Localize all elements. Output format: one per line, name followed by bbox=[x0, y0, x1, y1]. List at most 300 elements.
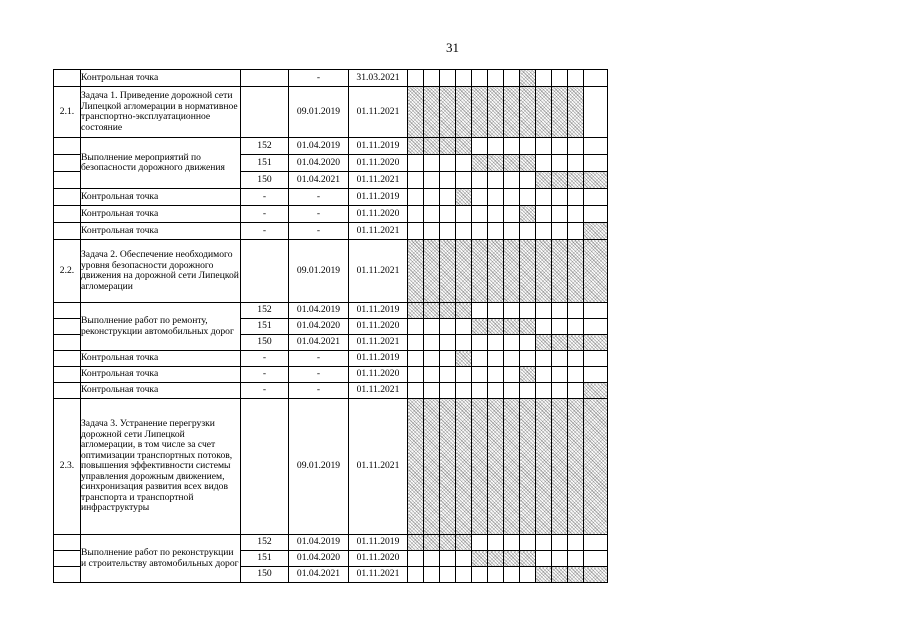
gantt-cell bbox=[472, 189, 488, 206]
gantt-cell-filled bbox=[536, 172, 552, 189]
activity-name-cell: Контрольная точка bbox=[81, 351, 241, 367]
gantt-cell bbox=[584, 138, 608, 155]
start-date-cell: 09.01.2019 bbox=[289, 240, 349, 303]
start-date-cell: 01.04.2021 bbox=[289, 335, 349, 351]
gantt-cell bbox=[408, 189, 424, 206]
start-date-cell: 01.04.2020 bbox=[289, 551, 349, 567]
row-number-cell bbox=[54, 189, 81, 206]
gantt-cell bbox=[456, 223, 472, 240]
gantt-cell bbox=[520, 138, 536, 155]
row-number-cell bbox=[54, 319, 81, 335]
row-number-cell: 2.2. bbox=[54, 240, 81, 303]
start-date-cell: 01.04.2021 bbox=[289, 172, 349, 189]
gantt-cell bbox=[552, 70, 568, 87]
gantt-cell bbox=[424, 551, 440, 567]
row-number-cell bbox=[54, 535, 81, 551]
code-cell: - bbox=[241, 189, 289, 206]
gantt-cell bbox=[456, 319, 472, 335]
gantt-cell-filled bbox=[488, 551, 504, 567]
gantt-cell bbox=[456, 172, 472, 189]
gantt-cell bbox=[552, 206, 568, 223]
code-cell: 151 bbox=[241, 155, 289, 172]
gantt-cell bbox=[584, 70, 608, 87]
gantt-cell-filled bbox=[520, 70, 536, 87]
gantt-cell bbox=[440, 383, 456, 399]
gantt-cell-filled bbox=[408, 240, 424, 303]
gantt-cell bbox=[456, 206, 472, 223]
gantt-cell bbox=[456, 70, 472, 87]
gantt-cell bbox=[552, 367, 568, 383]
gantt-cell bbox=[504, 335, 520, 351]
row-number-cell bbox=[54, 383, 81, 399]
gantt-cell bbox=[536, 206, 552, 223]
gantt-cell-filled bbox=[424, 399, 440, 535]
gantt-cell bbox=[536, 70, 552, 87]
code-cell: 151 bbox=[241, 319, 289, 335]
activity-name-cell: Задача 3. Устранение перегрузки дорожной сети Липецкой агломерации, в том числе за счет оптимизации транспортных потоков, повышения эффективности системы управления дорожным движением, синхронизация развития всех видов транспорта и транспортной инфраструктуры bbox=[81, 399, 241, 535]
gantt-cell-filled bbox=[472, 399, 488, 535]
gantt-cell bbox=[440, 351, 456, 367]
code-cell: 151 bbox=[241, 551, 289, 567]
table-row bbox=[54, 240, 608, 303]
gantt-cell bbox=[520, 335, 536, 351]
gantt-cell bbox=[488, 223, 504, 240]
gantt-cell bbox=[472, 172, 488, 189]
gantt-cell bbox=[536, 551, 552, 567]
page-number: 31 bbox=[446, 40, 459, 55]
gantt-cell bbox=[584, 351, 608, 367]
gantt-cell-filled bbox=[424, 138, 440, 155]
table-row bbox=[54, 138, 608, 155]
code-cell bbox=[241, 87, 289, 138]
end-date-cell: 01.11.2021 bbox=[349, 567, 408, 583]
gantt-cell bbox=[584, 189, 608, 206]
gantt-cell bbox=[536, 189, 552, 206]
gantt-cell bbox=[552, 189, 568, 206]
activity-name-cell: Контрольная точка bbox=[81, 206, 241, 223]
gantt-cell bbox=[504, 535, 520, 551]
gantt-cell bbox=[584, 367, 608, 383]
code-cell: - bbox=[241, 206, 289, 223]
gantt-cell bbox=[408, 172, 424, 189]
gantt-cell bbox=[408, 155, 424, 172]
end-date-cell: 01.11.2020 bbox=[349, 206, 408, 223]
end-date-cell: 01.11.2019 bbox=[349, 189, 408, 206]
gantt-cell-filled bbox=[520, 155, 536, 172]
table-row bbox=[54, 223, 608, 240]
gantt-cell-filled bbox=[504, 319, 520, 335]
gantt-cell-filled bbox=[408, 87, 424, 138]
gantt-cell bbox=[488, 172, 504, 189]
gantt-cell-filled bbox=[568, 87, 584, 138]
end-date-cell: 01.11.2021 bbox=[349, 335, 408, 351]
gantt-cell bbox=[456, 367, 472, 383]
gantt-cell-filled bbox=[520, 319, 536, 335]
activity-name-cell: Контрольная точка bbox=[81, 367, 241, 383]
row-number-cell bbox=[54, 567, 81, 583]
row-number-cell bbox=[54, 155, 81, 172]
start-date-cell: 01.04.2020 bbox=[289, 319, 349, 335]
gantt-cell-filled bbox=[568, 240, 584, 303]
gantt-cell bbox=[440, 155, 456, 172]
gantt-cell bbox=[424, 70, 440, 87]
gantt-cell bbox=[552, 319, 568, 335]
gantt-cell bbox=[504, 138, 520, 155]
start-date-cell: 01.04.2019 bbox=[289, 535, 349, 551]
gantt-cell bbox=[488, 206, 504, 223]
gantt-cell bbox=[472, 367, 488, 383]
gantt-cell bbox=[520, 351, 536, 367]
gantt-cell bbox=[536, 303, 552, 319]
gantt-cell-filled bbox=[584, 172, 608, 189]
gantt-cell bbox=[424, 383, 440, 399]
gantt-cell bbox=[408, 70, 424, 87]
gantt-cell bbox=[456, 155, 472, 172]
gantt-cell bbox=[472, 206, 488, 223]
gantt-cell-filled bbox=[584, 567, 608, 583]
gantt-cell bbox=[520, 172, 536, 189]
gantt-cell bbox=[424, 351, 440, 367]
start-date-cell: - bbox=[289, 189, 349, 206]
gantt-cell bbox=[472, 383, 488, 399]
gantt-cell-filled bbox=[584, 335, 608, 351]
gantt-cell bbox=[488, 367, 504, 383]
gantt-cell bbox=[456, 383, 472, 399]
table-row bbox=[54, 87, 608, 138]
gantt-cell-filled bbox=[504, 399, 520, 535]
gantt-cell bbox=[424, 172, 440, 189]
gantt-cell-filled bbox=[520, 367, 536, 383]
gantt-cell bbox=[408, 223, 424, 240]
gantt-cell bbox=[408, 319, 424, 335]
gantt-cell bbox=[536, 351, 552, 367]
gantt-cell-filled bbox=[520, 240, 536, 303]
gantt-cell bbox=[568, 367, 584, 383]
row-number-cell: 2.3. bbox=[54, 399, 81, 535]
gantt-cell-filled bbox=[584, 383, 608, 399]
gantt-cell-filled bbox=[504, 155, 520, 172]
activity-name-cell: Контрольная точка bbox=[81, 70, 241, 87]
gantt-cell bbox=[568, 351, 584, 367]
gantt-cell-filled bbox=[552, 240, 568, 303]
gantt-cell bbox=[440, 335, 456, 351]
gantt-cell bbox=[424, 367, 440, 383]
gantt-cell-filled bbox=[536, 87, 552, 138]
gantt-cell bbox=[424, 155, 440, 172]
end-date-cell: 01.11.2021 bbox=[349, 383, 408, 399]
gantt-cell-filled bbox=[568, 567, 584, 583]
gantt-cell bbox=[568, 383, 584, 399]
gantt-cell-filled bbox=[440, 399, 456, 535]
gantt-cell bbox=[520, 535, 536, 551]
gantt-cell-filled bbox=[440, 303, 456, 319]
end-date-cell: 01.11.2021 bbox=[349, 399, 408, 535]
gantt-cell bbox=[504, 172, 520, 189]
gantt-cell-filled bbox=[472, 87, 488, 138]
end-date-cell: 01.11.2021 bbox=[349, 240, 408, 303]
gantt-cell-filled bbox=[456, 535, 472, 551]
gantt-cell bbox=[504, 189, 520, 206]
gantt-cell bbox=[536, 367, 552, 383]
gantt-cell-filled bbox=[488, 319, 504, 335]
gantt-cell bbox=[536, 319, 552, 335]
gantt-cell bbox=[504, 567, 520, 583]
gantt-cell bbox=[568, 535, 584, 551]
gantt-cell-filled bbox=[552, 87, 568, 138]
code-cell: - bbox=[241, 383, 289, 399]
activity-name-cell: Выполнение работ по реконструкции и строительству автомобильных дорог bbox=[81, 535, 241, 583]
row-number-cell bbox=[54, 351, 81, 367]
gantt-cell bbox=[488, 70, 504, 87]
gantt-cell bbox=[520, 383, 536, 399]
gantt-cell bbox=[536, 155, 552, 172]
gantt-cell bbox=[472, 223, 488, 240]
gantt-cell-filled bbox=[456, 303, 472, 319]
gantt-cell bbox=[424, 189, 440, 206]
start-date-cell: - bbox=[289, 383, 349, 399]
gantt-cell bbox=[472, 335, 488, 351]
gantt-cell bbox=[520, 567, 536, 583]
table-row bbox=[54, 303, 608, 319]
gantt-cell bbox=[568, 70, 584, 87]
gantt-cell bbox=[440, 189, 456, 206]
end-date-cell: 01.11.2020 bbox=[349, 319, 408, 335]
gantt-cell-filled bbox=[552, 172, 568, 189]
gantt-cell-filled bbox=[472, 551, 488, 567]
gantt-cell bbox=[504, 351, 520, 367]
gantt-cell-filled bbox=[456, 138, 472, 155]
row-number-cell bbox=[54, 367, 81, 383]
activity-name-cell: Задача 2. Обеспечение необходимого уровня безопасности дорожного движения на дорожной сети Липецкой агломерации bbox=[81, 240, 241, 303]
start-date-cell: 09.01.2019 bbox=[289, 87, 349, 138]
gantt-cell-filled bbox=[552, 399, 568, 535]
gantt-cell bbox=[568, 551, 584, 567]
gantt-cell bbox=[472, 535, 488, 551]
start-date-cell: - bbox=[289, 70, 349, 87]
gantt-cell bbox=[424, 567, 440, 583]
start-date-cell: - bbox=[289, 367, 349, 383]
gantt-cell-filled bbox=[424, 240, 440, 303]
gantt-cell-filled bbox=[520, 551, 536, 567]
gantt-cell-filled bbox=[456, 399, 472, 535]
gantt-cell bbox=[440, 367, 456, 383]
gantt-cell-filled bbox=[536, 240, 552, 303]
gantt-cell-filled bbox=[568, 172, 584, 189]
gantt-cell-filled bbox=[584, 240, 608, 303]
schedule-table bbox=[53, 69, 608, 583]
activity-name-cell: Контрольная точка bbox=[81, 383, 241, 399]
gantt-cell bbox=[472, 138, 488, 155]
gantt-cell bbox=[488, 535, 504, 551]
activity-name-cell: Задача 1. Приведение дорожной сети Липецкой агломерации в нормативное транспортно-эксплуатационное состояние bbox=[81, 87, 241, 138]
gantt-cell bbox=[424, 206, 440, 223]
table-row bbox=[54, 70, 608, 87]
gantt-cell-filled bbox=[408, 303, 424, 319]
end-date-cell: 01.11.2020 bbox=[349, 367, 408, 383]
row-number-cell bbox=[54, 551, 81, 567]
gantt-cell bbox=[424, 319, 440, 335]
end-date-cell: 01.11.2019 bbox=[349, 535, 408, 551]
gantt-cell bbox=[440, 319, 456, 335]
gantt-cell-filled bbox=[488, 87, 504, 138]
gantt-cell-filled bbox=[520, 399, 536, 535]
end-date-cell: 01.11.2019 bbox=[349, 138, 408, 155]
table-row bbox=[54, 383, 608, 399]
code-cell: - bbox=[241, 351, 289, 367]
row-number-cell bbox=[54, 206, 81, 223]
end-date-cell: 01.11.2020 bbox=[349, 551, 408, 567]
activity-name-cell: Контрольная точка bbox=[81, 189, 241, 206]
code-cell bbox=[241, 70, 289, 87]
gantt-cell-filled bbox=[424, 87, 440, 138]
gantt-cell bbox=[520, 223, 536, 240]
gantt-cell-filled bbox=[584, 223, 608, 240]
gantt-cell bbox=[536, 383, 552, 399]
code-cell bbox=[241, 399, 289, 535]
code-cell: 152 bbox=[241, 138, 289, 155]
gantt-cell-filled bbox=[424, 303, 440, 319]
activity-name-cell: Выполнение работ по ремонту, реконструкции автомобильных дорог bbox=[81, 303, 241, 351]
gantt-cell-filled bbox=[472, 319, 488, 335]
gantt-cell-filled bbox=[408, 138, 424, 155]
code-cell: - bbox=[241, 223, 289, 240]
gantt-cell bbox=[440, 567, 456, 583]
start-date-cell: 01.04.2020 bbox=[289, 155, 349, 172]
gantt-cell bbox=[584, 535, 608, 551]
end-date-cell: 31.03.2021 bbox=[349, 70, 408, 87]
code-cell: - bbox=[241, 367, 289, 383]
gantt-cell-filled bbox=[568, 335, 584, 351]
gantt-cell bbox=[552, 535, 568, 551]
table-row bbox=[54, 399, 608, 535]
row-number-cell bbox=[54, 172, 81, 189]
gantt-cell-filled bbox=[488, 240, 504, 303]
gantt-cell bbox=[456, 551, 472, 567]
start-date-cell: - bbox=[289, 206, 349, 223]
gantt-cell bbox=[504, 70, 520, 87]
end-date-cell: 01.11.2021 bbox=[349, 87, 408, 138]
gantt-cell-filled bbox=[440, 535, 456, 551]
gantt-cell-filled bbox=[488, 155, 504, 172]
table-row bbox=[54, 189, 608, 206]
gantt-cell bbox=[456, 567, 472, 583]
table-row bbox=[54, 351, 608, 367]
gantt-cell bbox=[440, 172, 456, 189]
gantt-cell bbox=[408, 567, 424, 583]
gantt-cell bbox=[488, 335, 504, 351]
gantt-cell bbox=[552, 138, 568, 155]
gantt-cell bbox=[408, 383, 424, 399]
gantt-cell-filled bbox=[552, 567, 568, 583]
start-date-cell: - bbox=[289, 351, 349, 367]
end-date-cell: 01.11.2019 bbox=[349, 303, 408, 319]
gantt-cell bbox=[504, 223, 520, 240]
gantt-cell bbox=[552, 351, 568, 367]
gantt-cell-filled bbox=[440, 87, 456, 138]
gantt-cell-filled bbox=[472, 155, 488, 172]
gantt-cell bbox=[552, 551, 568, 567]
table-row bbox=[54, 367, 608, 383]
gantt-cell bbox=[504, 303, 520, 319]
gantt-cell bbox=[408, 551, 424, 567]
gantt-cell bbox=[536, 138, 552, 155]
gantt-cell bbox=[488, 189, 504, 206]
table-row bbox=[54, 535, 608, 551]
gantt-cell bbox=[472, 351, 488, 367]
gantt-cell-filled bbox=[504, 240, 520, 303]
gantt-cell bbox=[488, 138, 504, 155]
row-number-cell bbox=[54, 335, 81, 351]
code-cell: 152 bbox=[241, 303, 289, 319]
gantt-cell-filled bbox=[488, 399, 504, 535]
gantt-cell-filled bbox=[408, 399, 424, 535]
code-cell: 152 bbox=[241, 535, 289, 551]
gantt-cell bbox=[488, 303, 504, 319]
row-number-cell bbox=[54, 70, 81, 87]
gantt-cell bbox=[408, 367, 424, 383]
gantt-cell-filled bbox=[536, 567, 552, 583]
row-number-cell: 2.1. bbox=[54, 87, 81, 138]
gantt-cell bbox=[568, 138, 584, 155]
gantt-cell bbox=[440, 206, 456, 223]
code-cell: 150 bbox=[241, 172, 289, 189]
gantt-cell-filled bbox=[552, 335, 568, 351]
gantt-cell bbox=[488, 383, 504, 399]
gantt-cell-filled bbox=[504, 551, 520, 567]
gantt-cell bbox=[520, 303, 536, 319]
gantt-cell bbox=[584, 551, 608, 567]
gantt-cell-filled bbox=[440, 240, 456, 303]
gantt-cell-filled bbox=[536, 399, 552, 535]
gantt-cell bbox=[568, 206, 584, 223]
gantt-cell bbox=[552, 223, 568, 240]
row-number-cell bbox=[54, 303, 81, 319]
start-date-cell: 09.01.2019 bbox=[289, 399, 349, 535]
gantt-cell bbox=[488, 351, 504, 367]
gantt-cell bbox=[424, 335, 440, 351]
gantt-cell bbox=[440, 551, 456, 567]
gantt-cell-filled bbox=[536, 335, 552, 351]
gantt-cell bbox=[504, 206, 520, 223]
gantt-cell-filled bbox=[424, 535, 440, 551]
gantt-cell-filled bbox=[440, 138, 456, 155]
gantt-cell bbox=[520, 189, 536, 206]
activity-name-cell: Контрольная точка bbox=[81, 223, 241, 240]
gantt-cell-filled bbox=[520, 87, 536, 138]
start-date-cell: - bbox=[289, 223, 349, 240]
gantt-cell bbox=[568, 303, 584, 319]
gantt-cell bbox=[552, 155, 568, 172]
row-number-cell bbox=[54, 138, 81, 155]
start-date-cell: 01.04.2019 bbox=[289, 138, 349, 155]
end-date-cell: 01.11.2021 bbox=[349, 172, 408, 189]
gantt-cell-filled bbox=[408, 535, 424, 551]
gantt-cell bbox=[552, 303, 568, 319]
code-cell bbox=[241, 240, 289, 303]
row-number-cell bbox=[54, 223, 81, 240]
code-cell: 150 bbox=[241, 335, 289, 351]
gantt-cell bbox=[584, 87, 608, 138]
gantt-cell bbox=[456, 335, 472, 351]
activity-name-cell: Выполнение мероприятий по безопасности дорожного движения bbox=[81, 138, 241, 189]
gantt-cell bbox=[440, 223, 456, 240]
code-cell: 150 bbox=[241, 567, 289, 583]
start-date-cell: 01.04.2021 bbox=[289, 567, 349, 583]
gantt-cell bbox=[568, 189, 584, 206]
gantt-cell bbox=[488, 567, 504, 583]
end-date-cell: 01.11.2021 bbox=[349, 223, 408, 240]
gantt-cell-filled bbox=[456, 240, 472, 303]
